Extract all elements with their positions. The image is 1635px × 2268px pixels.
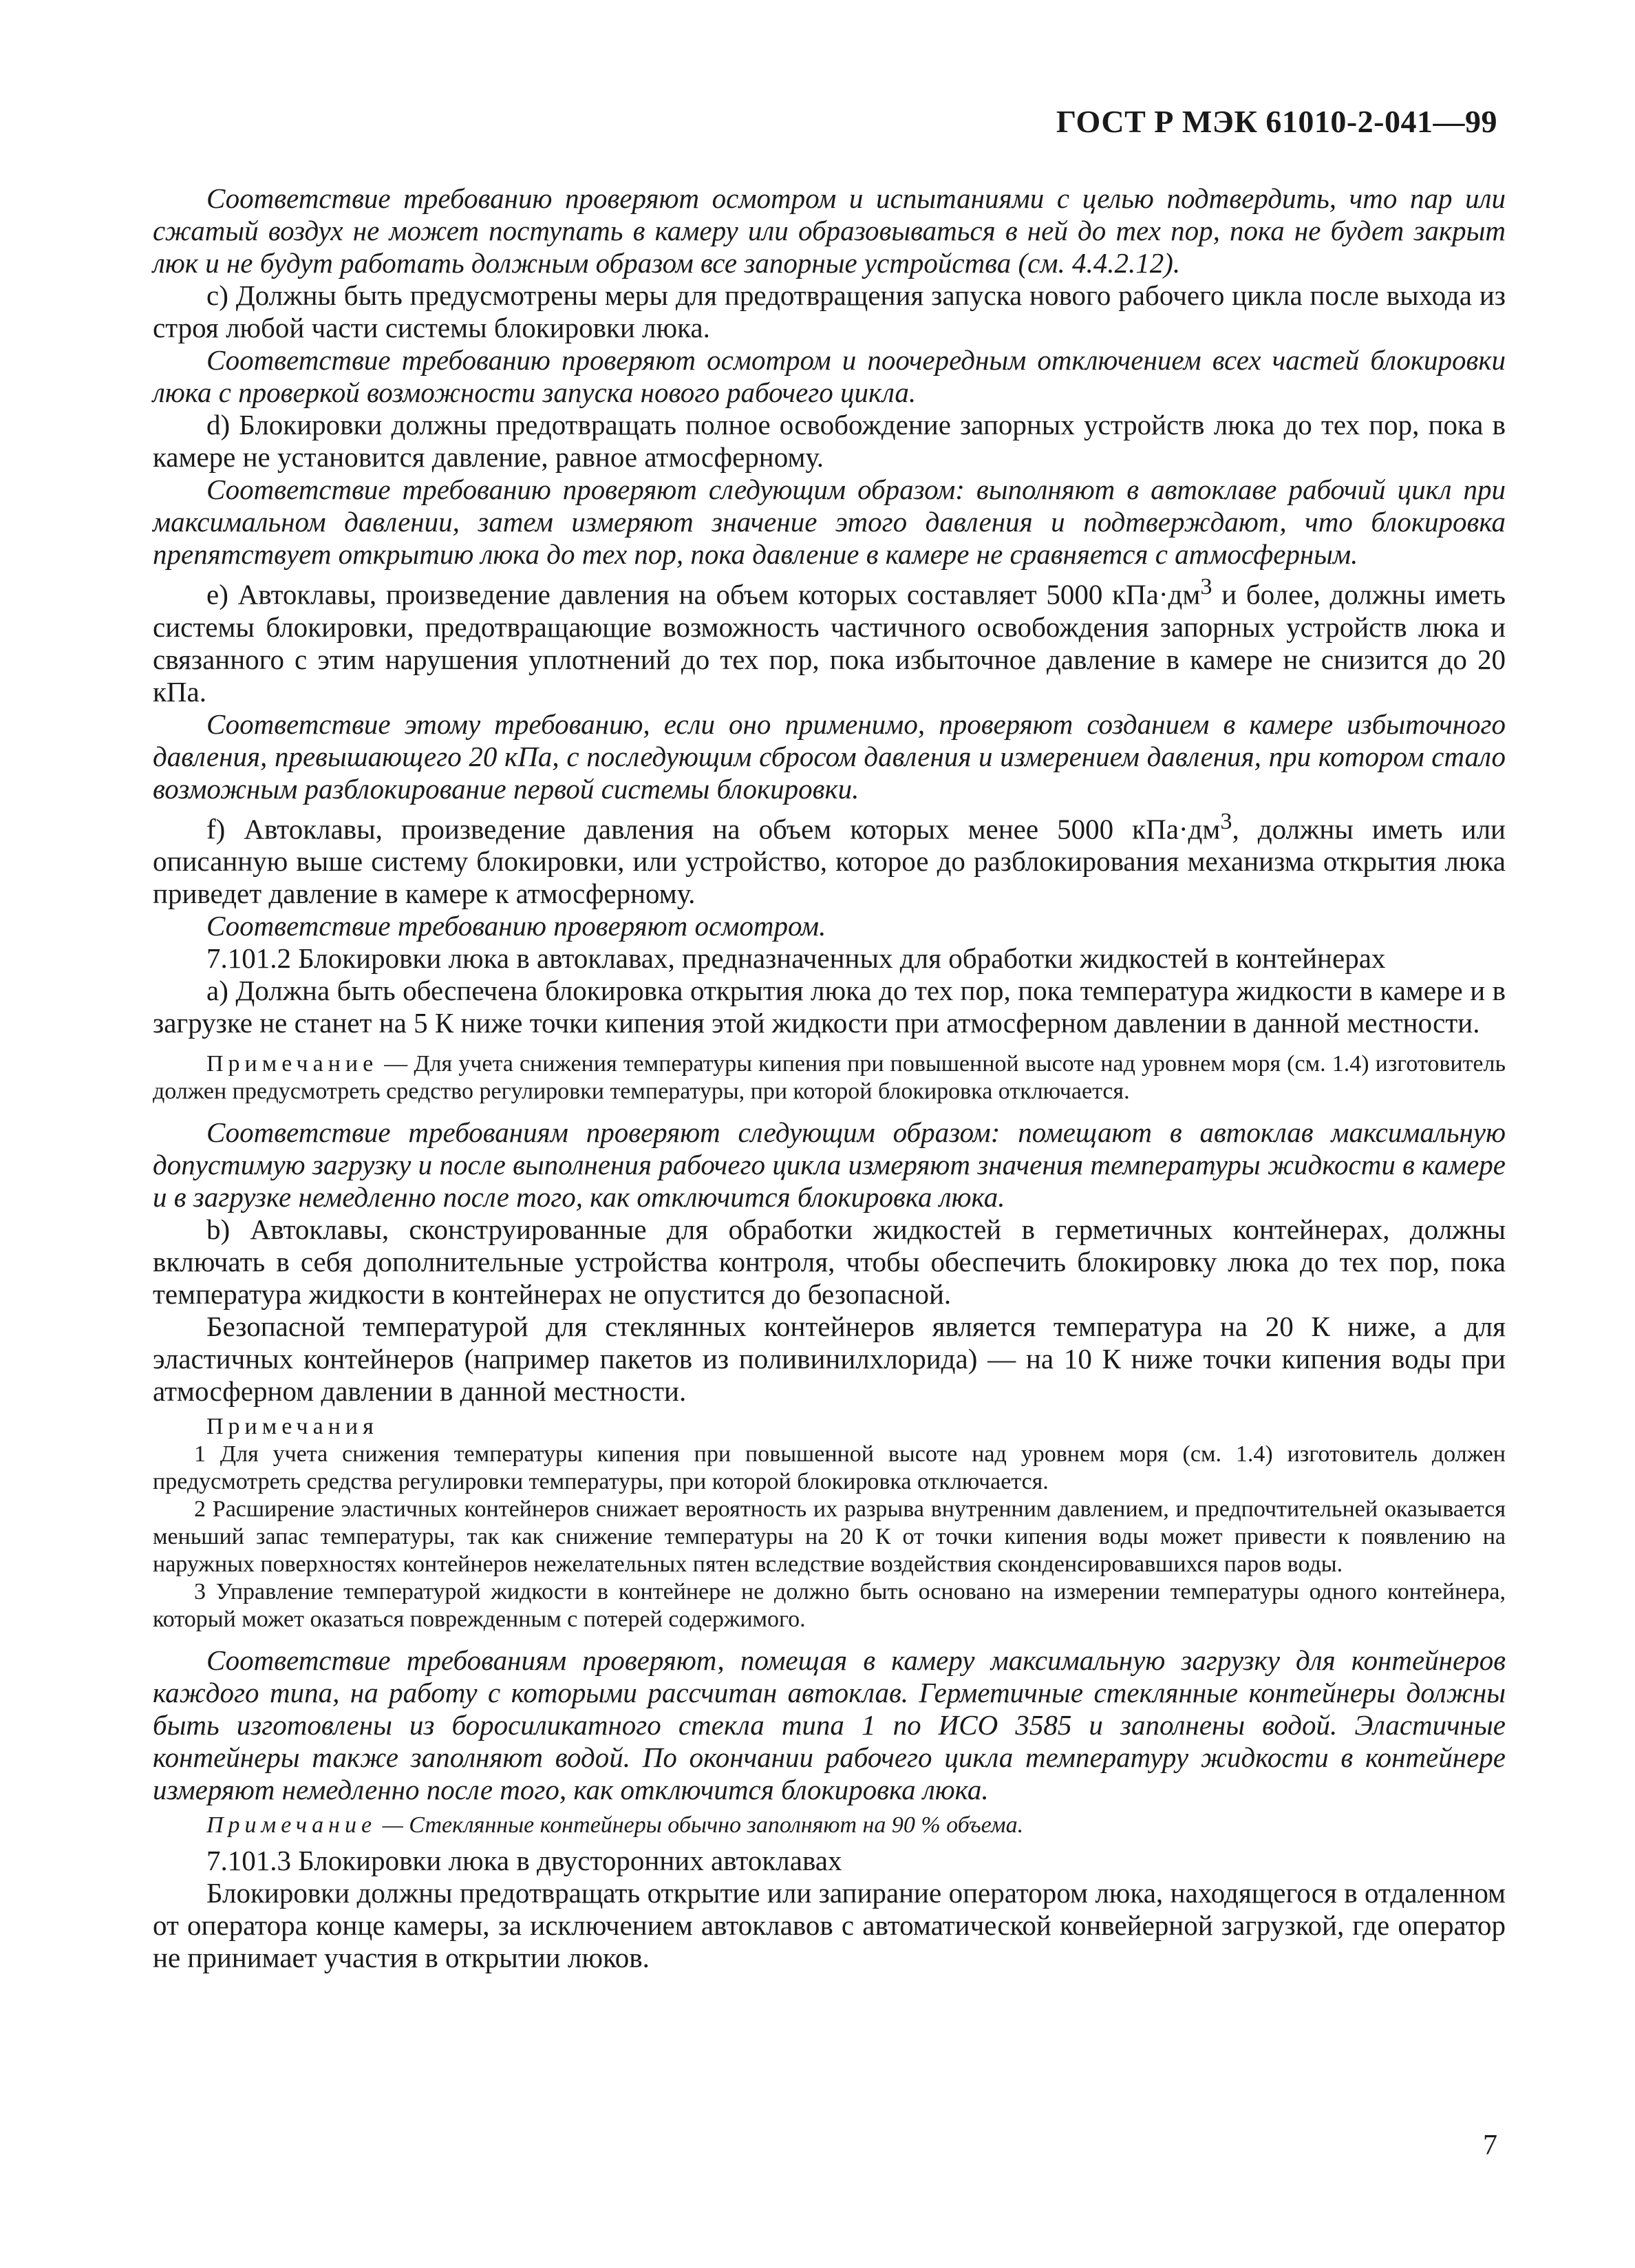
paragraph-item-a: a) Должна быть обеспечена блокировка открытия люка до тех пор, пока температура жидкости в камере и в загрузке не станет на 5 К ниже точки кипения этой жидкости при атмосферном давлении в данной местности. [153,975,1506,1039]
paragraph-compliance-7: Соответствие требованиям проверяют, помещая в камеру максимальную загрузку для контейнеров каждого типа, на работу с которыми рассчитан автоклав. Герметичные стеклянные контейнеры должны быть изготовлены из боросиликатного стекла типа 1 по ИСО 3585 и заполнены водой. Эластичные контейнеры также заполняют водой. По окончании рабочего цикла температуру жидкости в контейнере измеряют немедленно после того, как отключится блокировка люка. [153,1644,1506,1806]
note-list-item-3: 3 Управление температурой жидкости в контейнере не должно быть основано на измерении температуры одного контейнера, который может оказаться поврежденным с потерей содержимого. [153,1579,1506,1633]
page-number: 7 [1483,2130,1497,2161]
document-number: ГОСТ Р МЭК 61010-2-041—99 [1056,104,1497,139]
note-list-item-1: 1 Для учета снижения температуры кипения при повышенной высоте над уровнем моря (см. 1.4) изготовитель должен предусмотреть средства регулировки температуры, при которой блокировка отключается. [153,1441,1506,1495]
paragraph-compliance-5: Соответствие требованию проверяют осмотром. [206,910,826,942]
note-1-text: — Для учета снижения температуры кипения при повышенной высоте над уровнем моря (см. 1.4) изготовитель должен предусмотреть средство регулировки температуры, при которой блокировка отключается. [153,1051,1506,1105]
paragraph-item-b: b) Автоклавы, сконструированные для обработки жидкостей в герметичных контейнерах, должны включать в себя дополнительные устройства контроля, чтобы обеспечить блокировку люка до тех пор, пока температура жидкости в контейнерах не опустится до безопасной. [153,1214,1506,1311]
note-1 [153,1050,1506,1105]
paragraph-compliance-1: Соответствие требованию проверяют осмотром и испытаниями с целью подтвердить, что пар или сжатый воздух не может поступать в камеру или образовываться в ней до тех пор, пока не будет закрыт люк и не будут работать должным образом все запорные устройства (см. 4.4.2.12). [153,182,1506,279]
paragraph-item-c: c) Должны быть предусмотрены меры для предотвращения запуска нового рабочего цикла после выхода из строя любой части системы блокировки люка. [153,279,1506,343]
paragraph-item-e [153,571,1506,708]
item-f-text-end: , должны иметь или описанную выше систему блокировки, или устройство, которое до разблокирования механизма открытия люка приведет давление в камере к атмосферному. [153,813,1506,910]
note-1-label: Примечание [206,1051,378,1077]
section-heading-7-101-2: 7.101.2 Блокировки люка в автоклавах, предназначенных для обработки жидкостей в контейнерах [206,942,1386,975]
paragraph-item-d: d) Блокировки должны предотвращать полное освобождение запорных устройств люка до тех пор, пока в камере не установится давление, равное атмосферному. [153,409,1506,473]
note-2 [153,1812,1506,1839]
item-f-superscript: 3 [1220,808,1232,834]
note-2-text: — Стеклянные контейнеры обычно заполняют на 90 % объема. [376,1812,1024,1838]
section-heading-7-101-3: 7.101.3 Блокировки люка в двусторонних автоклавах [206,1845,842,1877]
item-e-text-start: e) Автоклавы, произведение давления на объем которых составляет 5000 кПа·дм [206,578,1201,611]
paragraph-compliance-3: Соответствие требованию проверяют следующим образом: выполняют в автоклаве рабочий цикл при максимальном давлении, затем измеряют значение этого давления и подтверждают, что блокировка препятствует открытию люка до тех пор, пока давление в камере не сравняется с атмосферным. [153,474,1506,570]
paragraph-compliance-2: Соответствие требованию проверяют осмотром и поочередным отключением всех частей блокировки люка с проверкой возможности запуска нового рабочего цикла. [153,344,1506,408]
page-body [153,182,1506,1974]
paragraph-compliance-4: Соответствие этому требованию, если оно применимо, проверяют созданием в камере избыточного давления, превышающего 20 кПа, с последующим сбросом давления и измерением давления, при котором стало возможным разблокирование первой системы блокировки. [153,708,1506,805]
item-e-superscript: 3 [1200,574,1212,600]
notes-label: Примечания [206,1414,378,1440]
paragraph-double-ended: Блокировки должны предотвращать открытие или запирание оператором люка, находящегося в отдаленном от оператора конце камеры, за исключением автоклавов с автоматической конвейерной загрузкой, где оператор не принимает участия в открытии люков. [153,1877,1506,1974]
note-list-item-2: 2 Расширение эластичных контейнеров снижает вероятность их разрыва внутренним давлением, и предпочтительней оказывается меньший запас температуры, так как снижение температуры на 20 К от точки кипения воды может привести к появлению на наружных поверхностях контейнеров нежелательных пятен вследствие воздействия сконденсировавшихся паров воды. [153,1496,1506,1578]
note-2-label: Примечание [206,1812,377,1838]
paragraph-item-f [153,805,1506,911]
item-f-text-start: f) Автоклавы, произведение давления на объем которых менее 5000 кПа·дм [206,813,1221,845]
paragraph-safe-temperature: Безопасной температурой для стеклянных контейнеров является температура на 20 К ниже, а для эластичных контейнеров (например пакетов из поливинилхлорида) — на 10 К ниже точки кипения воды при атмосферном давлении в данной местности. [153,1311,1506,1408]
item-e-text-end: и более, должны иметь системы блокировки, предотвращающие возможность частичного освобождения запорных устройств люка и связанного с этим нарушения уплотнений до тех пор, пока избыточное давление в камере не снизится до 20 кПа. [153,578,1506,708]
paragraph-compliance-6: Соответствие требованиям проверяют следующим образом: помещают в автоклав максимальную допустимую загрузку и после выполнения рабочего цикла измеряют значения температуры жидкости в камере и в загрузке немедленно после того, как отключится блокировка люка. [153,1116,1506,1214]
